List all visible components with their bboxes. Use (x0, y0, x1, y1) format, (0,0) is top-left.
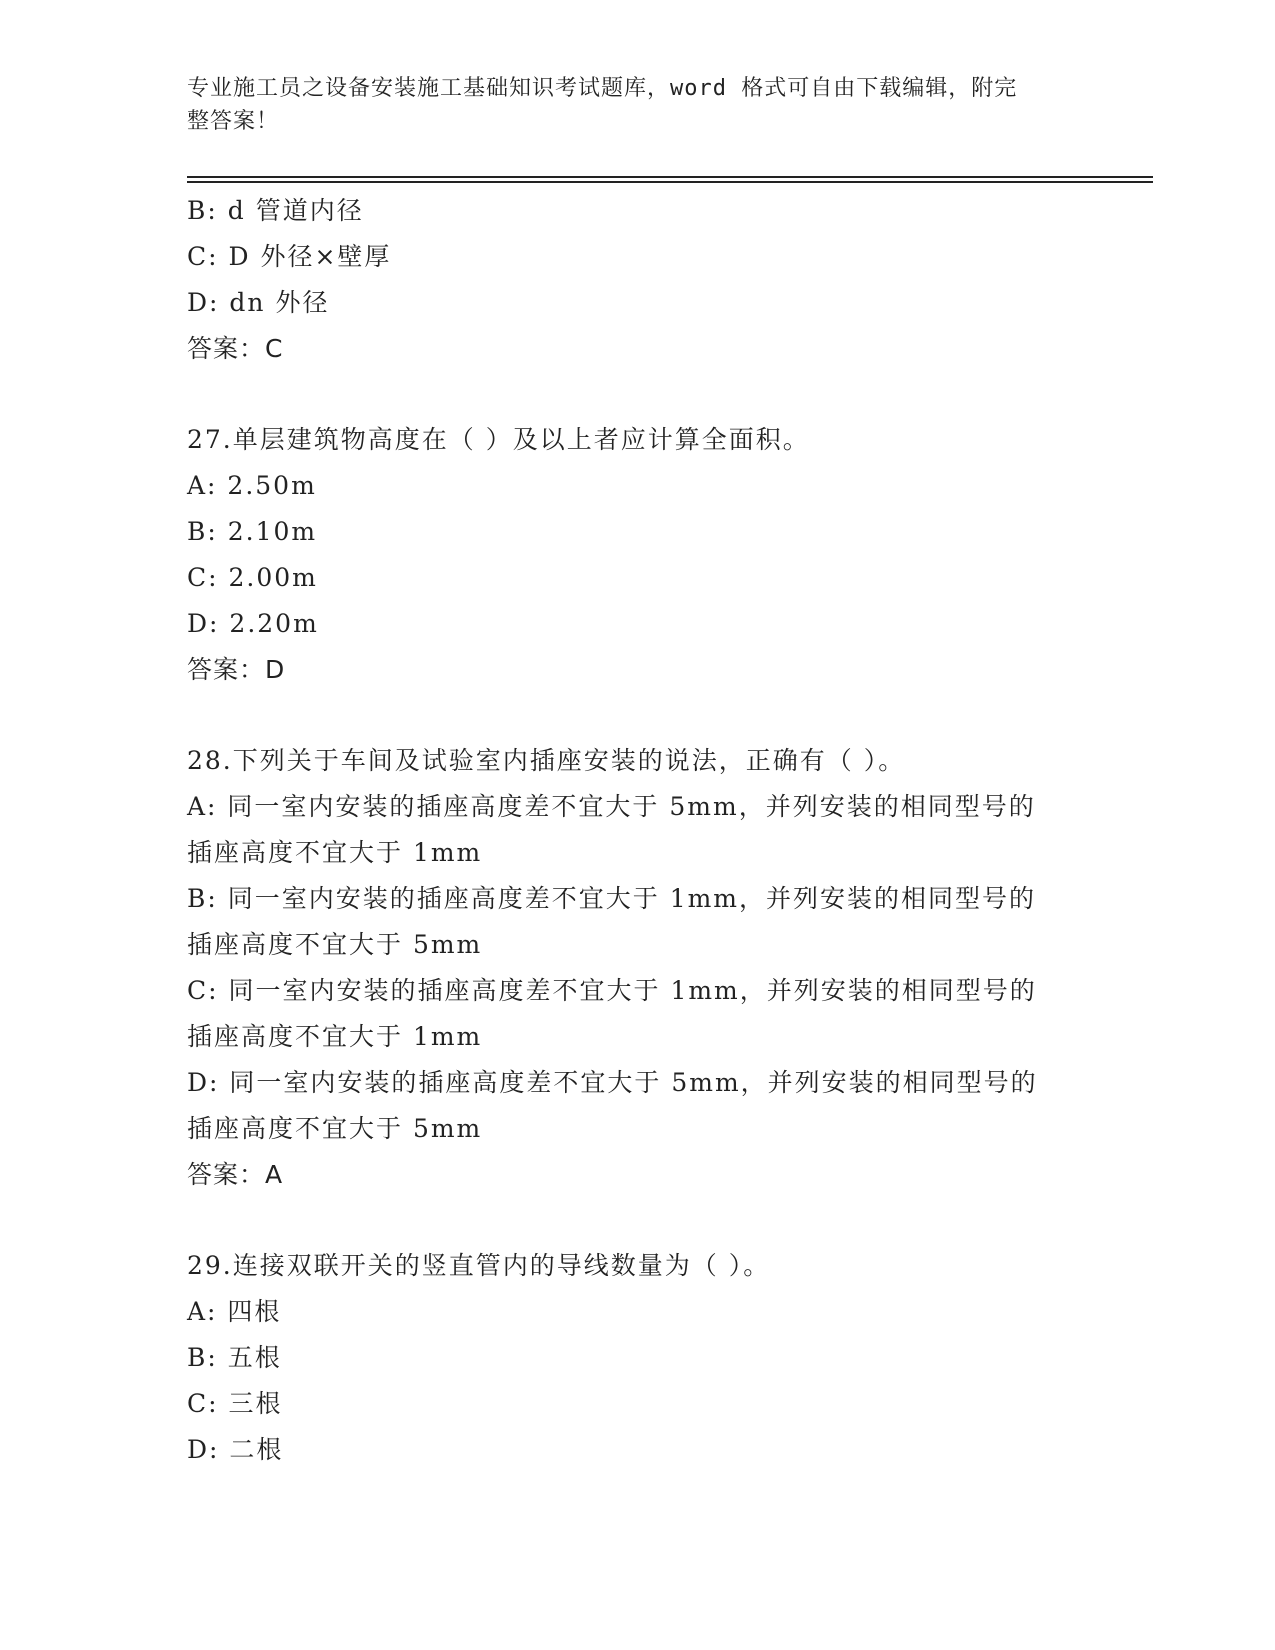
option-b: B: d 管道内径 (187, 196, 364, 225)
option-d: D: 2.20m (187, 609, 319, 638)
option-d-line-2: 插座高度不宜大于 5mm (187, 1114, 483, 1143)
spacer (187, 1198, 1087, 1243)
question-28-block (187, 738, 1087, 1198)
question-29-block (187, 1243, 1087, 1473)
answer: 答案：C (187, 334, 284, 363)
option-c: C: D 外径×壁厚 (187, 242, 392, 271)
option-d-line-1: D: 同一室内安装的插座高度差不宜大于 5mm，并列安装的相同型号的 (187, 1068, 1038, 1097)
question-27-block (187, 417, 1087, 693)
option-d: D: 二根 (187, 1435, 284, 1464)
spacer (187, 372, 1087, 417)
option-a-line-2: 插座高度不宜大于 1mm (187, 838, 483, 867)
option-c: C: 三根 (187, 1389, 283, 1418)
option-a: A: 2.50m (187, 471, 317, 500)
option-b: B: 五根 (187, 1343, 282, 1372)
question-text: 28.下列关于车间及试验室内插座安装的说法，正确有（ ）。 (187, 746, 906, 775)
header-line-1: 专业施工员之设备安装施工基础知识考试题库，word 格式可自由下载编辑，附完 (187, 76, 1018, 101)
answer: 答案：A (187, 1160, 284, 1189)
question-text: 29.连接双联开关的竖直管内的导线数量为（ ）。 (187, 1251, 771, 1280)
question-26-block (187, 188, 1087, 372)
option-b-line-2: 插座高度不宜大于 5mm (187, 930, 483, 959)
option-c-line-1: C: 同一室内安装的插座高度差不宜大于 1mm，并列安装的相同型号的 (187, 976, 1037, 1005)
option-c: C: 2.00m (187, 563, 318, 592)
spacer (187, 693, 1087, 738)
answer: 答案：D (187, 655, 286, 684)
header-divider-bottom (187, 181, 1153, 183)
option-a: A: 四根 (187, 1297, 282, 1326)
question-text: 27.单层建筑物高度在（ ）及以上者应计算全面积。 (187, 425, 810, 454)
option-b: B: 2.10m (187, 517, 318, 546)
option-d: D: dn 外径 (187, 288, 330, 317)
question-content (187, 188, 1087, 1473)
document-header (187, 72, 1067, 138)
header-line-2: 整答案！ (187, 109, 280, 134)
header-divider-top (187, 176, 1153, 178)
option-a-line-1: A: 同一室内安装的插座高度差不宜大于 5mm，并列安装的相同型号的 (187, 792, 1036, 821)
option-c-line-2: 插座高度不宜大于 1mm (187, 1022, 483, 1051)
option-b-line-1: B: 同一室内安装的插座高度差不宜大于 1mm，并列安装的相同型号的 (187, 884, 1037, 913)
